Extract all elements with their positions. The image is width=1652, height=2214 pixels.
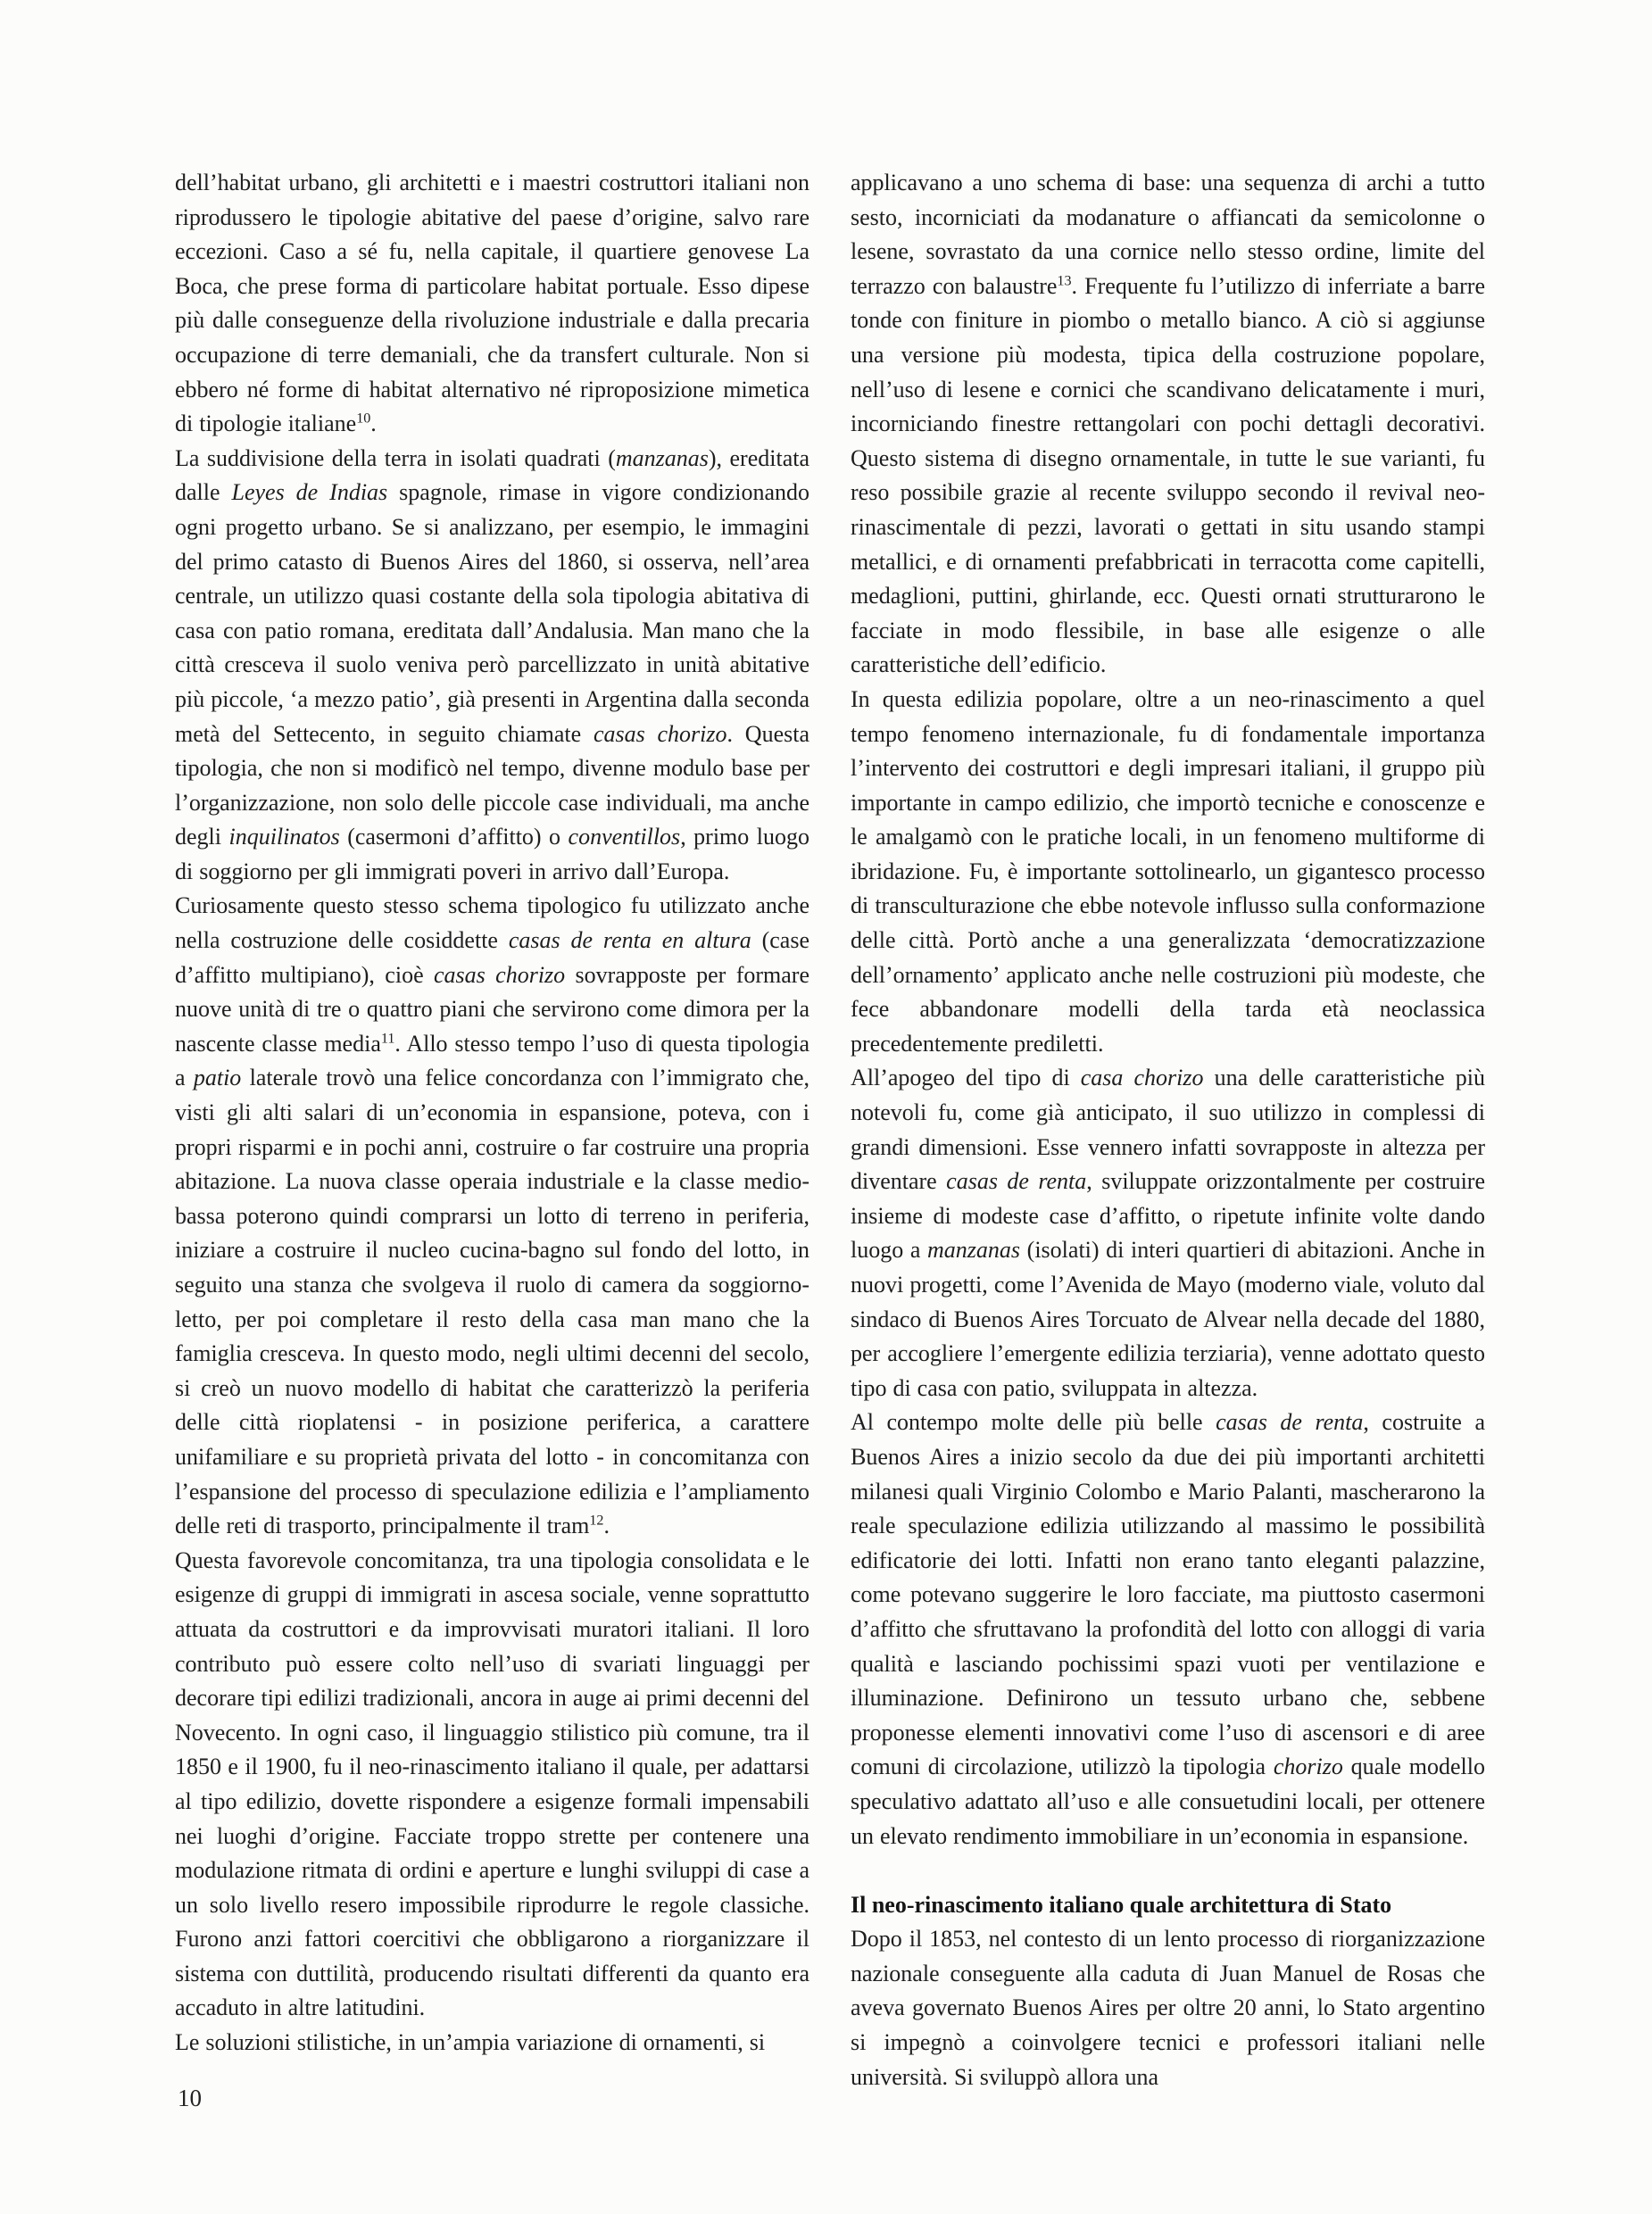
paragraph: Dopo il 1853, nel contesto di un lento processo di riorganizzazione nazionale conseguente alla caduta di Juan Manuel de Rosas che aveva governato Buenos Aires per oltre 20 anni, lo Stato argentino si impegnò a coinvolgere tecnici e professori italiani nelle università. Si sviluppò allora una [851, 1926, 1485, 2090]
paragraph: In questa edilizia popolare, oltre a un neo-rinascimento a quel tempo fenomeno internazionale, fu di fondamentale importanza l’intervento dei costruttori e degli impresari italiani, il gruppo più importante in campo edilizio, che importò tecniche e conoscenze e le amalgamò con le pratiche locali, in un fenomeno multiforme di ibridazione. Fu, è importante sottolinearlo, un gigantesco processo di transculturazione che ebbe notevole influsso sulla conformazione delle città. Portò anche a una generalizzata ‘democratizzazione dell’ornamento’ applicato anche nelle costruzioni più modeste, che fece abbandonare modelli della tarda età neoclassica precedentemente prediletti. [851, 685, 1485, 1057]
paragraph: Curiosamente questo stesso schema tipologico fu utilizzato anche nella costruzione delle cosiddette casas de renta en altura (case d’affitto multipiano), cioè casas chorizo sovrapposte per formare nuove unità di tre o quattro piani che servirono come dimora per la nascente classe media$^{11}$. Allo stesso tempo l’uso di questa tipologia a patio laterale trovò una felice concordanza con l’immigrato che, visti gli alti salari di un’economia in espansione, poteva, con i propri risparmi e in pochi anni, costruire o far costruire una propria abitazione. La nuova classe operaia industriale e la classe medio-bassa poterono quindi comprarsi un lotto di terreno in periferia, iniziare a costruire il nucleo cucina-bagno sul fondo del lotto, in seguito una stanza che svolgeva il ruolo di camera da soggiorno-letto, per poi completare il resto della casa man mano che la famiglia cresceva. In questo modo, negli ultimi decenni del secolo, si creò un nuovo modello di habitat che caratterizzò la periferia delle città rioplatensi - in posizione periferica, a carattere unifamiliare e su proprietà privata del lotto - in concomitanza con l’espansione del processo di speculazione edilizia e l’ampliamento delle reti di trasporto, principalmente il tram$^{12}$. [175, 892, 810, 1539]
paragraph: Al contempo molte delle più belle casas de renta, costruite a Buenos Aires a inizio secolo da due dei più importanti architetti milanesi quali Virginio Colombo e Mario Palanti, mascherarono la reale speculazione edilizia utilizzando al massimo le possibilità edificatorie dei lotti. Infatti non erano tanto eleganti palazzine, come potevano suggerire le loro facciate, ma piuttosto casermoni d’affitto che sfruttavano la profondità del lotto con alloggi di varia qualità e lasciando pochissimi spazi vuoti per ventilazione e illuminazione. Definirono un tessuto urbano che, sebbene proponesse elementi innovativi come l’uso di ascensori e di aree comuni di circolazione, utilizzò la tipologia chorizo quale modello speculativo adattato all’uso e alle consuetudini locali, per ottenere un elevato rendimento immobiliare in un’economia in espansione. [851, 1409, 1485, 1849]
paragraph: La suddivisione della terra in isolati quadrati (manzanas), ereditata dalle Leyes de Indias spagnole, rimase in vigore condizionando ogni progetto urbano. Se si analizzano, per esempio, le immagini del primo catasto di Buenos Aires del 1860, si osserva, nell’area centrale, un utilizzo quasi costante della sola tipologia abitativa di casa con patio romana, ereditata dall’Andalusia. Man mano che la città cresceva il suolo veniva però parcellizzato in unità abitative più piccole, ‘a mezzo patio’, già presenti in Argentina dalla seconda metà del Settecento, in seguito chiamate casas chorizo. Questa tipologia, che non si modificò nel tempo, divenne modulo base per l’organizzazione, non solo delle piccole case individuali, ma anche degli inquilinatos (casermoni d’affitto) o conventillos, primo luogo di soggiorno per gli immigrati poveri in arrivo dall’Europa. [175, 444, 809, 884]
right-column [851, 166, 1485, 2094]
paragraph: All’apogeo del tipo di casa chorizo una delle caratteristiche più notevoli fu, come già anticipato, il suo utilizzo in complessi di grandi dimensioni. Esse vennero infatti sovrapposte in altezza per diventare casas de renta, sviluppate orizzontalmente per costruire insieme di modeste case d’affitto, o ripetute infinite volte dando luogo a manzanas (isolati) di interi quartieri di abitazioni. Anche in nuovi progetti, come l’Avenida de Mayo (moderno viale, voluto dal sindaco di Buenos Aires Torcuato de Alvear nella decade del 1880, per accogliere l’emergente edilizia terziaria), venne adottato questo tipo di casa con patio, sviluppata in altezza. [851, 1065, 1486, 1401]
paragraph: applicavano a uno schema di base: una sequenza di archi a tutto sesto, incorniciati da modanature o affiancati da semicolonne o lesene, sovrastato da una cornice nello stesso ordine, limite del terrazzo con balaustre$^{13}$. Frequente fu l’utilizzo di inferriate a barre tonde con finiture in piombo o metallo bianco. A ciò si aggiunse una versione più modesta, tipica della costruzione popolare, nell’uso di lesene e cornici che scandivano delicatamente i muri, incorniciando finestre rettangolari con pochi dettagli decorativi. Questo sistema di disegno ornamentale, in tutte le sue varianti, fu reso possibile grazie al recente sviluppo secondo il revival neo-rinascimentale di pezzi, lavorati o gettati in situ usando stampi metallici, e di ornamenti prefabbricati in terracotta come capitelli, medaglioni, puttini, ghirlande, ecc. Questi ornati strutturarono le facciate in modo flessibile, in base alle esigenze o alle caratteristiche dell’edificio. [851, 170, 1485, 678]
section-heading: Il neo-rinascimento italiano quale architettura di Stato [851, 1891, 1392, 1918]
paragraph: dell’habitat urbano, gli architetti e i maestri costruttori italiani non riprodussero le tipologie abitative del paese d’origine, salvo rare eccezioni. Caso a sé fu, nella capitale, il quartiere genovese La Boca, che prese forma di particolare habitat portuale. Esso dipese più dalle conseguenze della rivoluzione industriale e dalla precaria occupazione di terre demaniali, che da transfert culturale. Non si ebbero né forme di habitat alternativo né riproposizione mimetica di tipologie italiane$^{10}$. [175, 170, 809, 437]
paragraph: Le soluzioni stilistiche, in un’ampia variazione di ornamenti, si [175, 2029, 766, 2056]
left-column [175, 166, 809, 2094]
page-number: 10 [178, 2085, 202, 2111]
text-columns [175, 166, 1485, 2094]
paragraph: Questa favorevole concomitanza, tra una tipologia consolidata e le esigenze di gruppi di immigrati in ascesa sociale, venne soprattutto attuata da costruttori e da improvvisati muratori italiani. Il loro contributo può essere colto nell’uso di svariati linguaggi per decorare tipi edilizi tradizionali, ancora in auge ai primi decenni del Novecento. In ogni caso, il linguaggio stilistico più comune, tra il 1850 e il 1900, fu il neo-rinascimento italiano il quale, per adattarsi al tipo edilizio, dovette rispondere a esigenze formali impensabili nei luoghi d’origine. Facciate troppo strette per contenere una modulazione ritmata di ordini e aperture e lunghi sviluppi di case a un solo livello resero impossibile riprodurre le regole classiche. Furono anzi fattori coercitivi che obbligarono a riorganizzare il sistema con duttilità, producendo risultati differenti da quanto era accaduto in altre latitudini. [175, 1546, 809, 2021]
